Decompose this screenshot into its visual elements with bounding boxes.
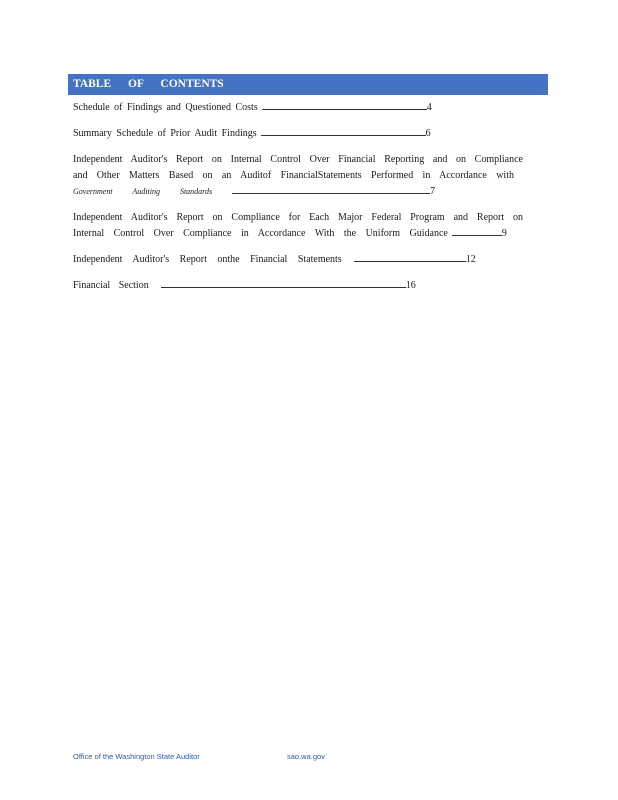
toc-entry-label: Independent Auditor's Report onthe Financial Statements xyxy=(73,254,342,265)
toc-title: TABLE OF CONTENTS xyxy=(68,74,548,95)
toc-entry-line: Internal Control Over Compliance in Accordance With the Uniform Guidance xyxy=(73,228,448,239)
toc-entry-financial-section[interactable] xyxy=(73,278,523,294)
toc-entry-compliance[interactable] xyxy=(73,210,523,242)
leader-line xyxy=(232,184,430,194)
toc-entry-financial-statements[interactable] xyxy=(73,252,523,268)
toc-entry-line: Independent Auditor's Report on Compliance for Each Major Federal Program and Report on xyxy=(73,212,523,223)
toc-entry-line: and Other Matters Based on an Auditof FinancialStatements Performed in Accordance with xyxy=(73,170,514,181)
leader-line xyxy=(452,226,502,236)
toc-page-number: 7 xyxy=(430,186,436,197)
toc-entry-internal-control[interactable] xyxy=(73,152,523,200)
toc-entry-findings[interactable] xyxy=(73,100,523,116)
footer-website[interactable]: sao.wa.gov xyxy=(287,752,325,761)
toc-entry-prior-findings[interactable] xyxy=(73,126,523,142)
toc-page-number: 4 xyxy=(426,102,432,113)
footer-office: Office of the Washington State Auditor xyxy=(73,752,200,761)
toc-page-number: 16 xyxy=(405,280,416,291)
toc-entry-label: Schedule of Findings and Questioned Costs xyxy=(73,102,258,113)
toc-page-number: 9 xyxy=(501,228,507,239)
toc-page-number: 12 xyxy=(465,254,476,265)
toc-entry-label: Financial Section xyxy=(73,280,149,291)
toc-page-number: 6 xyxy=(425,128,431,139)
toc-entry-line: Independent Auditor's Report on Internal Control Over Financial Reporting and on Compliance xyxy=(73,154,523,165)
leader-line xyxy=(161,278,406,288)
leader-line xyxy=(354,252,466,262)
leader-line xyxy=(261,126,426,136)
toc-entry-italic: Government Auditing Standards xyxy=(73,187,213,196)
leader-line xyxy=(262,100,427,110)
toc-entry-label: Summary Schedule of Prior Audit Findings xyxy=(73,128,257,139)
